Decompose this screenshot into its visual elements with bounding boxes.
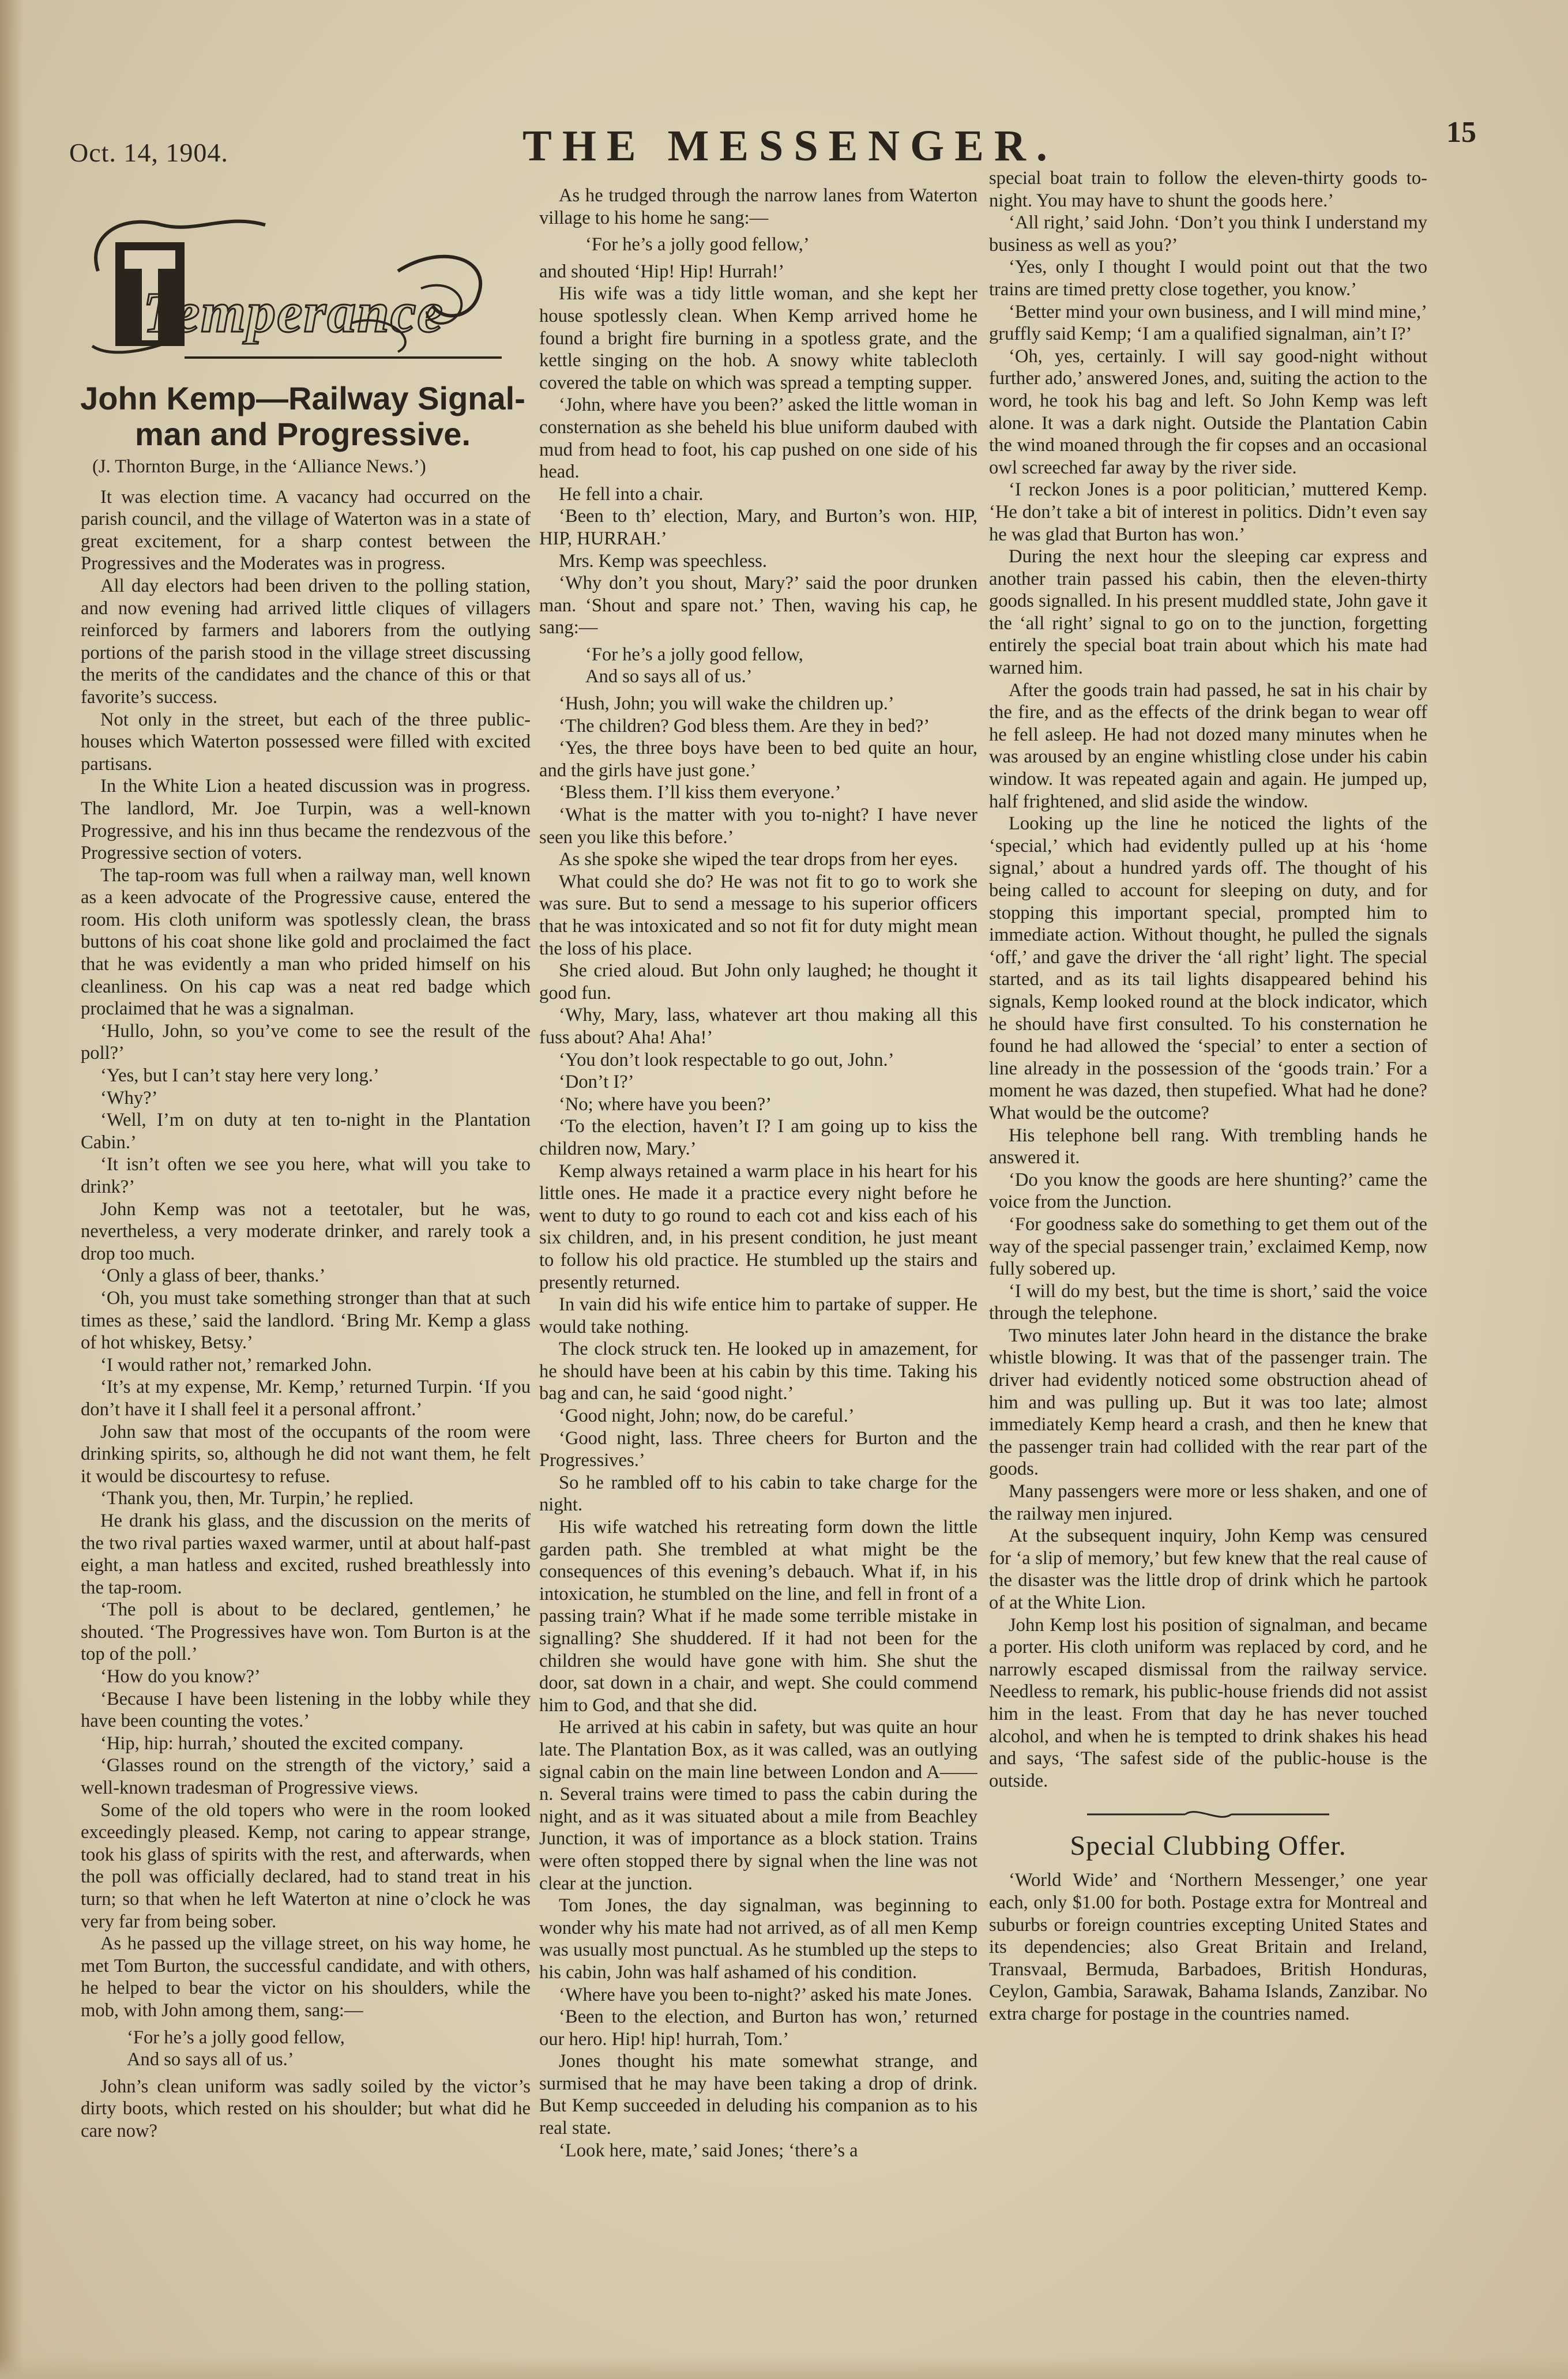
column-1 — [81, 392, 531, 2353]
paragraph: He arrived at his cabin in safety, but was quite an hour late. The Plantation Box, as it was called, was an outlying signal cabin on the main line between London and A——n. Several trains were timed to pass the cabin during the night, and as it was situated about a mile from Beachley Junction, it was of importance as a block station. Trains were often stopped there by signal when the line was not clear at the junction. — [539, 1717, 977, 1894]
paragraph: As he trudged through the narrow lanes from Waterton village to his home he sang:— — [539, 185, 977, 228]
paragraph: ‘The children? God bless them. Are they in bed?’ — [559, 715, 930, 736]
temperance-logo-text: Temperance — [143, 280, 444, 344]
paragraph: ‘Only a glass of beer, thanks.’ — [100, 1265, 326, 1287]
paragraph: ‘Because I have been listening in the lobby while they have been counting the votes.’ — [81, 1688, 531, 1732]
paragraph: The tap-room was full when a railway man, well known as a keen advocate of the Progressive cause, entered the room. His cloth uniform was spotlessly clean, the brass buttons of his coat shone like gold and proclaimed the fact that he was evidently a man who prided himself on his cleanliness. On his cap was a neat red badge which proclaimed that he was a signalman. — [81, 865, 531, 1020]
headline-line-2: man and Progressive. — [134, 416, 471, 452]
paragraph: After the goods train had passed, he sat in his chair by the fire, and as the effects of the drink began to wear off he fell asleep. He had not dozed many minutes when he was aroused by an engine whistling close under his cabin window. It was repeated again and again. He jumped up, half frightened, and slid aside the window. — [989, 679, 1427, 812]
page-shadow-bottom — [0, 2356, 1568, 2379]
paragraph: ‘You don’t look respectable to go out, John.’ — [559, 1049, 894, 1070]
offer-text: ‘World Wide’ and ‘Northern Messenger,’ one year each, only $1.00 for both. Postage extra for Montreal and suburbs or foreign countries excepting United States and its dependencies; also Great Britain and Ireland, Transvaal, Bermuda, Barbadoes, British Honduras, Ceylon, Gambia, Sarawak, Bahama Islands, Zanzibar. No extra charge for postage in the countries named. — [989, 1870, 1427, 2024]
paragraph: During the next hour the sleeping car express and another train passed his cabin, then the eleven-thirty goods signalled. In his present muddled state, John gave it the ‘all right’ signal to go on to the junction, forgetting entirely the special boat train about which his mate had warned him. — [989, 546, 1427, 679]
paragraph: ‘Good night, lass. Three cheers for Burton and the Progressives.’ — [539, 1427, 977, 1471]
paragraph: Jones thought his mate somewhat strange, and surmised that he may have been taking a drop of drink. But Kemp succeeded in deluding his companion as to his real state. — [539, 2051, 977, 2139]
page-shadow-left — [0, 0, 23, 2379]
ornamental-rule — [1087, 1806, 1329, 1823]
paragraph: ‘Good night, John; now, do be careful.’ — [559, 1405, 855, 1427]
offer-title: Special Clubbing Offer. — [1070, 1831, 1347, 1862]
paragraph: ‘I reckon Jones is a poor politician,’ muttered Kemp. ‘He don’t take a bit of interest in politics. Didn’t even say he was glad that Burton has won.’ — [989, 479, 1427, 545]
paragraph: As he passed up the village street, on his way home, he met Tom Burton, the successful candidate, and with others, he helped to bear the victor on his shoulders, while the mob, with John among them, sang:— — [81, 1933, 531, 2021]
paragraph: She cried aloud. But John only laughed; he thought it good fun. — [539, 960, 977, 1004]
paragraph: His wife was a tidy little woman, and she kept her house spotlessly clean. When Kemp arrived home he found a bright fire burning in a spotless grate, and the kettle singing on the hob. A snowy white tablecloth covered the table on which was spread a tempting supper. — [539, 283, 977, 393]
paragraph: ‘Glasses round on the strength of the victory,’ said a well-known tradesman of Progressive views. — [81, 1755, 531, 1799]
paragraph: ‘Yes, but I can’t stay here very long.’ — [100, 1065, 379, 1087]
paragraph: ‘Don’t I?’ — [559, 1072, 634, 1093]
newspaper-title: THE MESSENGER. — [522, 122, 1058, 170]
paragraph: ‘For goodness sake do something to get them out of the way of the special passenger train,’ exclaimed Kemp, now fully sobered up. — [989, 1213, 1427, 1280]
paragraph: Kemp always retained a warm place in his heart for his little ones. He made it a practice every night before he went to duty to go round to each cot and kiss each of his six children, and, in his present condition, he just meant to follow his old practice. He stumbled up the stairs and presently returned. — [539, 1160, 977, 1293]
paragraph: The clock struck ten. He looked up in amazement, for he should have been at his cabin by this time. Taking his bag and can, he said ‘good night.’ — [539, 1339, 977, 1404]
paragraph: ‘Why don’t you shout, Mary?’ said the poor drunken man. ‘Shout and spare not.’ Then, waving his cap, he sang:— — [539, 573, 977, 638]
temperance-logo — [75, 202, 525, 375]
paragraph: ‘It isn’t often we see you here, what will you take to drink?’ — [81, 1154, 531, 1197]
paragraph: ‘Oh, you must take something stronger than that at such times as these,’ said the landlord. ‘Bring Mr. Kemp a glass of hot whiskey, Betsy.’ — [81, 1287, 531, 1354]
paragraph: ‘To the election, haven’t I? I am going up to kiss the children now, Mary.’ — [539, 1116, 977, 1159]
paragraph: ‘Hush, John; you will wake the children up.’ — [559, 693, 894, 715]
paragraph: ‘Do you know the goods are here shunting?’ came the voice from the Junction. — [989, 1169, 1427, 1213]
issue-date: Oct. 14, 1904. — [69, 138, 228, 167]
paragraph: What could she do? He was not fit to go to work she was sure. But to send a message to his superior officers that he was intoxicated and so not fit for duty might mean the loss of his place. — [539, 871, 977, 959]
paragraph: Looking up the line he noticed the lights of the ‘special,’ which had evidently pulled up at his ‘home signal,’ about a hundred yards off. The thought of his being called to account for sleeping on duty, and for stopping this important special, prompted him to immediate action. Without thought, he pulled the signals ‘off,’ and gave the driver the ‘all right’ light. The special started, and as its tail lights disappeared behind his signals, Kemp looked round at the block indicator, which he should have first consulted. To his consternation he found he had allowed the ‘special’ to enter a section of line already in the possession of the ‘goods train.’ For a moment he was dazed, then stupefied. What had he done? What would be the outcome? — [989, 813, 1427, 1123]
headline-line-1: John Kemp—Railway Signal- — [80, 380, 525, 416]
paragraph: His wife watched his retreating form down the little garden path. She trembled at what might be the consequences of this evening’s debauch. What if, in his intoxication, he stumbled on the line, and fell in front of a passing train? What if he made some terrible mistake in signalling? She shuddered. If it had not been for the children she would have gone with him. She shut the door, sat down in a chair, and wept. She could commend him to God, and that she did. — [539, 1517, 977, 1716]
paragraph: In vain did his wife entice him to partake of supper. He would take nothing. — [539, 1294, 977, 1337]
paragraph: ‘How do you know?’ — [100, 1666, 261, 1688]
paragraph: ‘Well, I’m on duty at ten to-night in the Plantation Cabin.’ — [81, 1110, 531, 1153]
paragraph: ‘What is the matter with you to-night? I have never seen you like this before.’ — [539, 805, 977, 848]
paragraph: Mrs. Kemp was speechless. — [559, 550, 768, 572]
verse-line: ‘For he’s a jolly good fellow, — [585, 644, 803, 665]
paragraph: ‘All right,’ said John. ‘Don’t you think I understand my business as well as you?’ — [989, 212, 1427, 255]
paragraph: Tom Jones, the day signalman, was beginning to wonder why his mate had not arrived, as of all men Kemp was usually most punctual. As he stumbled up the steps to his cabin, John was half ashamed of his condition. — [539, 1895, 977, 1983]
paragraph: ‘The poll is about to be declared, gentlemen,’ he shouted. ‘The Progressives have won. Tom Burton is at the top of the poll.’ — [81, 1599, 531, 1665]
paragraph: ‘Yes, only I thought I would point out that the two trains are timed pretty close together, you know.’ — [989, 257, 1427, 300]
verse-line: ‘For he’s a jolly good fellow, — [127, 2027, 345, 2048]
paragraph: ‘Been to th’ election, Mary, and Burton’s won. HIP, HIP, HURRAH.’ — [539, 506, 977, 549]
paragraph: He fell into a chair. — [559, 483, 704, 505]
paragraph: It was election time. A vacancy had occurred on the parish council, and the village of Waterton was in a state of great excitement, for a sharp contest between the Progressives and the Moderates was in progress. — [81, 486, 531, 574]
verse-line: And so says all of us.’ — [585, 666, 753, 687]
paragraph: ‘Thank you, then, Mr. Turpin,’ he replied. — [100, 1488, 414, 1509]
paragraph: ‘Why, Mary, lass, whatever art thou making all this fuss about? Aha! Aha!’ — [539, 1005, 977, 1048]
paragraph: In the White Lion a heated discussion was in progress. The landlord, Mr. Joe Turpin, was a well-known Progressive, and his inn thus became the rendezvous of the Progressive section of voters. — [81, 776, 531, 864]
paragraph: John’s clean uniform was sadly soiled by the victor’s dirty boots, which rested on his shoulder; but what did he care now? — [81, 2076, 531, 2141]
paragraph: Two minutes later John heard in the distance the brake whistle blowing. It was that of the passenger train. The driver had evidently noticed some obstruction ahead of him and was pulling up. But it was too late; almost immediately Kemp heard a crash, and then he knew that the passenger train had collided with the rear part of the goods. — [989, 1325, 1427, 1480]
paragraph: ‘Been to the election, and Burton has won,’ returned our hero. Hip! hip! hurrah, Tom.’ — [539, 2006, 977, 2050]
paragraph: ‘It’s at my expense, Mr. Kemp,’ returned Turpin. ‘If you don’t have it I shall feel it a personal affront.’ — [81, 1377, 531, 1420]
paragraph: All day electors had been driven to the polling station, and now evening had arrived little cliques of villagers reinforced by farmers and laborers from the outlying portions of the parish stood in the village street discussing the merits of the candidates and the chance of this or that favorite’s success. — [81, 575, 531, 708]
paragraph: ‘Why?’ — [100, 1087, 158, 1108]
paragraph: Many passengers were more or less shaken, and one of the railway men injured. — [989, 1481, 1427, 1524]
paragraph: ‘No; where have you been?’ — [559, 1093, 772, 1115]
paragraph: So he rambled off to his cabin to take charge for the night. — [539, 1472, 977, 1516]
paragraph: and shouted ‘Hip! Hip! Hurrah!’ — [539, 261, 785, 282]
verse-line: ‘For he’s a jolly good fellow,’ — [585, 234, 810, 255]
paragraph: Not only in the street, but each of the three public-houses which Waterton possessed were filled with excited partisans. — [81, 709, 531, 775]
paragraph: John Kemp was not a teetotaler, but he was, nevertheless, a very moderate drinker, and rarely took a drop too much. — [81, 1198, 531, 1264]
paragraph: ‘Yes, the three boys have been to bed quite an hour, and the girls have just gone.’ — [539, 738, 977, 781]
paragraph: Some of the old topers who were in the room looked exceedingly pleased. Kemp, not caring to appear strange, took his glass of spirits with the rest, and afterwards, when the poll was officially declared, had to stand treat in his turn; so that when he left Waterton at nine o’clock he was very far from being sober. — [81, 1799, 531, 1932]
verse-line: And so says all of us.’ — [127, 2049, 294, 2070]
paragraph: John Kemp lost his position of signalman, and became a porter. His cloth uniform was replaced by cord, and he narrowly escaped dismissal from the railway service. Needless to remark, his public-house friends did not assist him in the least. From that day he has never touched alcohol, and when he is tempted to drink shakes his head and says, ‘The safest side of the public-house is the outside. — [989, 1614, 1427, 1791]
column-2 — [539, 185, 977, 2353]
paragraph: ‘John, where have you been?’ asked the little woman in consternation as she beheld his blue uniform daubed with mud from head to foot, his cap pushed on one side of his head. — [539, 394, 977, 483]
paragraph: ‘I will do my best, but the time is short,’ said the voice through the telephone. — [989, 1280, 1427, 1324]
paragraph: ‘Hullo, John, so you’ve come to see the result of the poll?’ — [81, 1020, 531, 1064]
paragraph: ‘Bless them. I’ll kiss them everyone.’ — [559, 782, 841, 803]
paragraph: ‘Hip, hip: hurrah,’ shouted the excited company. — [100, 1732, 464, 1754]
page-number: 15 — [1446, 116, 1476, 149]
column-3 — [989, 167, 1427, 2353]
paragraph: At the subsequent inquiry, John Kemp was censured for ‘a slip of memory,’ but few knew that the real cause of the disaster was the little drop of drink which he partook of at the White Lion. — [989, 1525, 1427, 1613]
paragraph: ‘Better mind your own business, and I will mind mine,’ gruffly said Kemp; ‘I am a qualified signalman, ain’t I?’ — [989, 301, 1427, 345]
paragraph: His telephone bell rang. With trembling hands he answered it. — [989, 1125, 1427, 1168]
paragraph: As she spoke she wiped the tear drops from her eyes. — [559, 849, 958, 870]
paragraph: ‘I would rather not,’ remarked John. — [100, 1354, 372, 1375]
paragraph: He drank his glass, and the discussion on the merits of the two rival parties waxed warmer, until at about half-past eight, a man hatless and excited, rushed breathlessly into the tap-room. — [81, 1510, 531, 1598]
paragraph: John saw that most of the occupants of the room were drinking spirits, so, although he did not want them, he felt it would be discourtesy to refuse. — [81, 1421, 531, 1487]
paragraph: ‘Where have you been to-night?’ asked his mate Jones. — [559, 1984, 972, 2005]
article-byline: (J. Thornton Burge, in the ‘Alliance News.’) — [92, 456, 426, 477]
paragraph: special boat train to follow the eleven-thirty goods to-night. You may have to shunt the goods here.’ — [989, 168, 1427, 211]
paragraph: ‘Oh, yes, certainly. I will say good-night without further ado,’ answered Jones, and, suiting the action to the word, he took his bag and left. So John Kemp was left alone. It was a dark night. Outside the Plantation Cabin the wind moaned through the fir copses and an occasional owl screeched far away by the river side. — [989, 345, 1427, 478]
paragraph: ‘Look here, mate,’ said Jones; ‘there’s a — [559, 2140, 858, 2161]
